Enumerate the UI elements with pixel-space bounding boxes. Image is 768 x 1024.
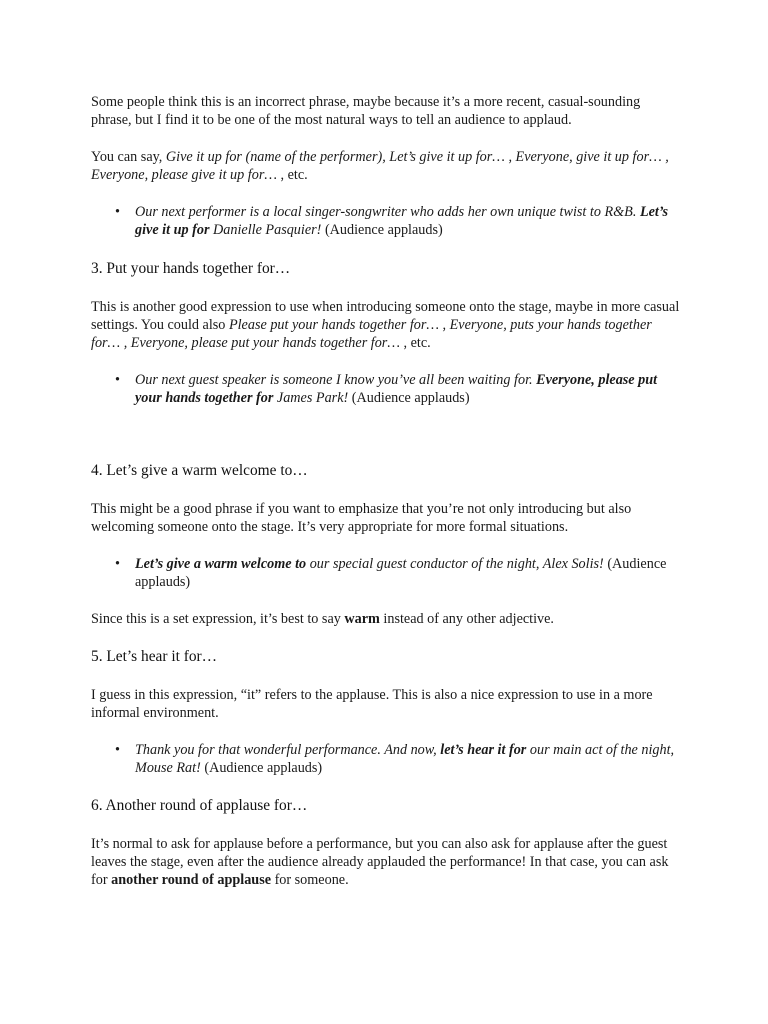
text-run: This might be a good phrase if you want to emphasize that you’re not only introducing but also welcoming someone onto the stage. It’s very appropriate for more formal situations.	[91, 501, 632, 535]
text-run: Our next guest speaker is someone I know you’ve all been waiting for.	[135, 372, 537, 388]
text-run: Some people think this is an incorrect phrase, maybe because it’s a more recent, casual-sounding phrase, but I find it to be one of the most natural ways to tell an audience to applaud.	[91, 94, 641, 128]
example-bullet	[91, 371, 681, 407]
text-run: 6. Another round of applause for…	[91, 797, 308, 814]
example-bullet	[91, 741, 681, 777]
section-heading	[91, 461, 681, 481]
text-run: let’s hear it for	[440, 742, 527, 758]
text-run: Let’s give a warm welcome to	[135, 556, 307, 572]
body-paragraph	[91, 835, 681, 889]
text-run: 5. Let’s hear it for…	[91, 648, 218, 665]
text-run: for someone.	[271, 872, 349, 888]
text-run: James Park!	[273, 390, 349, 406]
text-run: (Audience applauds)	[348, 390, 470, 406]
text-run: This is another good expression to use when introducing someone onto the stage, maybe in more casual settings. You could also	[91, 299, 680, 333]
text-run: Our next performer is a local singer-songwriter who adds her own unique twist to R&B.	[135, 204, 640, 220]
text-run: another round of applause	[111, 872, 272, 888]
document-body	[91, 93, 681, 889]
text-run: 3. Put your hands together for…	[91, 260, 291, 277]
bullet-marker: •	[115, 372, 120, 388]
text-run: our main act of the night, Mouse Rat!	[135, 742, 675, 776]
section-heading	[91, 259, 681, 279]
body-paragraph	[91, 148, 681, 184]
text-run: (Audience applauds)	[321, 222, 443, 238]
example-bullet	[91, 203, 681, 239]
example-bullet	[91, 555, 681, 591]
text-run: 4. Let’s give a warm welcome to…	[91, 462, 308, 479]
text-run: our special guest conductor of the night, Alex Solis!	[306, 556, 604, 572]
text-run: instead of any other adjective.	[379, 611, 554, 627]
bullet-marker: •	[115, 556, 120, 572]
text-run: You can say,	[91, 149, 166, 165]
body-paragraph	[91, 610, 681, 628]
text-run: Danielle Pasquier!	[209, 222, 322, 238]
bullet-marker: •	[115, 204, 120, 220]
text-run: (Audience applauds)	[135, 556, 667, 590]
body-paragraph	[91, 93, 681, 129]
text-run: Give it up for (name of the performer), Let’s give it up for… , Everyone, give it up for… , Everyone, please give it up for…	[91, 149, 669, 183]
text-run: , etc.	[276, 167, 308, 183]
section-heading	[91, 796, 681, 816]
text-run: Please put your hands together for… , Everyone, puts your hands together for… , Everyone, please put your hands together for…	[91, 317, 652, 351]
body-paragraph	[91, 298, 681, 352]
document-page	[91, 93, 681, 889]
text-run: Since this is a set expression, it’s best to say	[91, 611, 345, 627]
text-run: I guess in this expression, “it” refers to the applause. This is also a nice expression to use in a more informal environment.	[91, 687, 653, 721]
text-run: Thank you for that wonderful performance. And now,	[135, 742, 441, 758]
text-run: Everyone, please put your hands together for	[135, 372, 658, 406]
text-run: Let’s give it up for	[135, 204, 669, 238]
text-run: , etc.	[399, 335, 431, 351]
body-paragraph	[91, 500, 681, 536]
section-heading	[91, 647, 681, 667]
text-run: It’s normal to ask for applause before a performance, but you can also ask for applause after the guest leaves the stage, even after the audience already applauded the performance! In that case, you can ask for	[91, 836, 669, 888]
text-run: warm	[344, 611, 380, 627]
body-paragraph	[91, 686, 681, 722]
bullet-marker: •	[115, 742, 120, 758]
text-run: (Audience applauds)	[200, 760, 323, 776]
